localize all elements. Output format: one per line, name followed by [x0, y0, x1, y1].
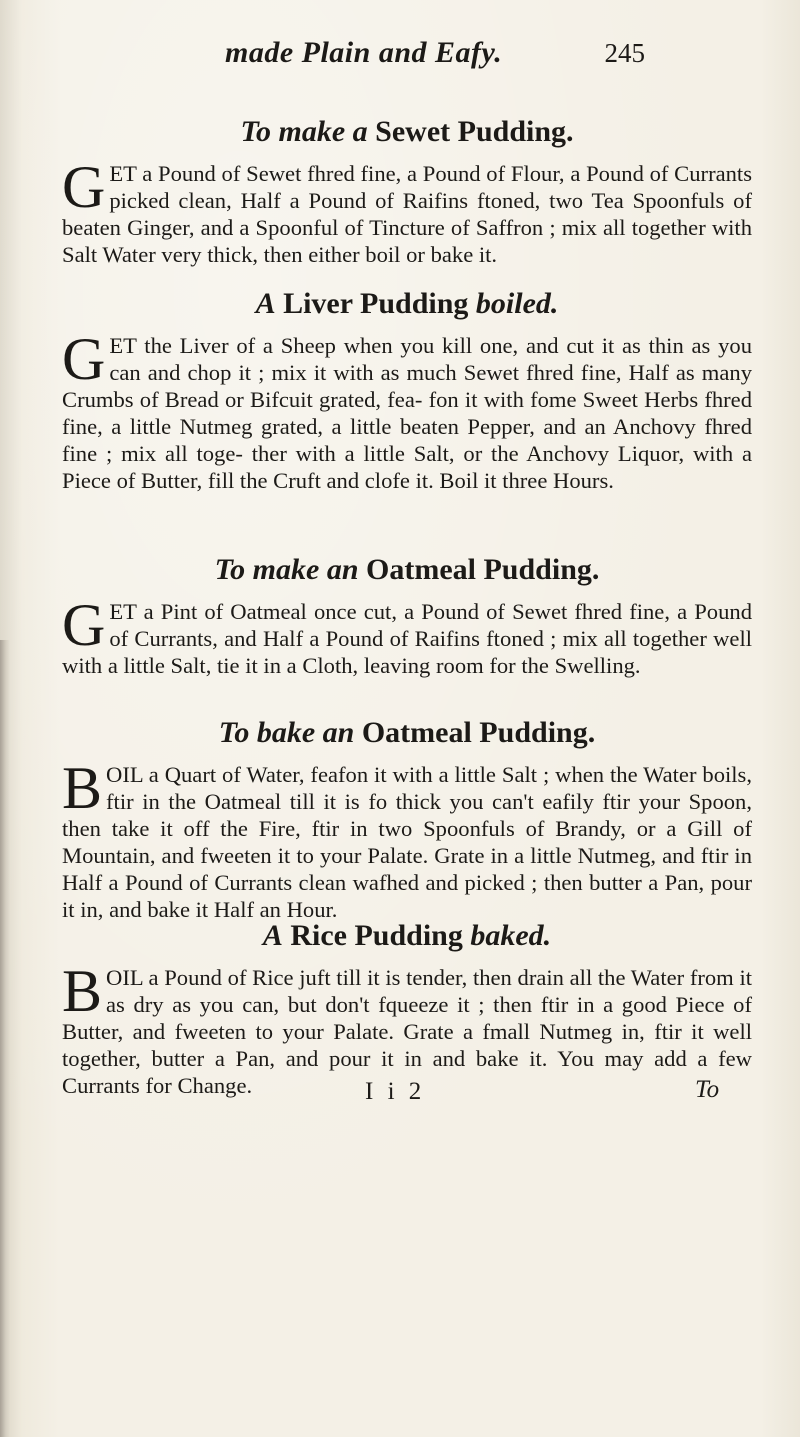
- page-binding-edge: [0, 640, 10, 1437]
- recipe-title-italic: A: [255, 287, 276, 320]
- recipe-body: GET a Pound of Sewet fhred fine, a Pound of Flour, a Pound of Currants picked clean, Half a Pound of Raifins ftoned, two Tea Spoonfuls of beaten Ginger, and a Spoonful of Tincture of Saffron ; mix all together with Salt Water very thick, then either boil or bake it.: [62, 154, 752, 267]
- recipe-oatmeal-pudding-baked: [62, 715, 752, 923]
- signature-mark: I i 2: [365, 1078, 426, 1105]
- recipe-oatmeal-pudding-boiled: [62, 552, 752, 679]
- recipe-sewet-pudding: [62, 114, 752, 268]
- page-header: [225, 36, 645, 86]
- recipe-rice-pudding: [62, 918, 752, 1099]
- recipe-title-italic: To make an: [214, 553, 359, 586]
- recipe-title-italic-suffix: boiled.: [475, 287, 559, 320]
- recipe-title: [62, 552, 752, 588]
- recipe-title: [62, 715, 752, 751]
- recipe-body: GET the Liver of a Sheep when you kill one, and cut it as thin as you can and chop it ; mix it with as much Sewet fhred fine, Half as many Crumbs of Bread or Bifcuit grated, fea- fon it with fome Sweet Herbs fhred fine, a little Nutmeg grated, a little beaten Pepper, and an Anchovy fhred fine ; mix all toge- ther with a little Salt, or the Anchovy Liquor, with a Piece of Butter, fill the Cruft and clofe it. Boil it three Hours.: [62, 326, 752, 493]
- recipe-body: BOIL a Quart of Water, feafon it with a little Salt ; when the Water boils, ftir in the Oatmeal till it is fo thick you can't eafily ftir your Spoon, then take it off the Fire, ftir in two Spoonfuls of Brandy, or a Gill of Mountain, and fweeten it to your Palate. Grate in a little Nutmeg, and ftir in Half a Pound of Currants clean wafhed and picked ; then butter a Pan, pour it in, and bake it Half an Hour.: [62, 755, 752, 922]
- recipe-body: BOIL a Pound of Rice juft till it is tender, then drain all the Water from it as dry as you can, but don't fqueeze it ; then ftir in a good Piece of Butter, and fweeten to your Palate. Grate a fmall Nutmeg in, ftir it well together, butter a Pan, and pour it in and bake it. You may add a few Currants for Change.: [62, 958, 752, 1098]
- recipe-title: [62, 114, 752, 150]
- recipe-title-italic: A: [262, 919, 283, 952]
- recipe-title-roman: Sewet Pudding.: [375, 115, 574, 148]
- recipe-title-roman: Liver Pudding: [283, 287, 469, 320]
- recipe-liver-pudding: [62, 286, 752, 494]
- recipe-title: [62, 918, 752, 954]
- recipe-title-roman: Oatmeal Pudding.: [361, 716, 596, 749]
- recipe-title: [62, 286, 752, 322]
- recipe-title-italic: To bake an: [218, 716, 355, 749]
- page-number: 245: [604, 38, 645, 68]
- recipe-title-roman: Rice Pudding: [290, 919, 463, 952]
- recipe-title-roman: Oatmeal Pudding.: [366, 553, 600, 586]
- running-title: made Plain and Eafy.: [225, 36, 503, 69]
- catchword: To: [695, 1076, 720, 1103]
- recipe-title-italic-suffix: baked.: [470, 919, 552, 952]
- recipe-body: GET a Pint of Oatmeal once cut, a Pound of Sewet fhred fine, a Pound of Currants, and Half a Pound of Raifins ftoned ; mix all together well with a little Salt, tie it in a Cloth, leaving room for the Swelling.: [62, 592, 752, 678]
- recipe-title-italic: To make a: [240, 115, 368, 148]
